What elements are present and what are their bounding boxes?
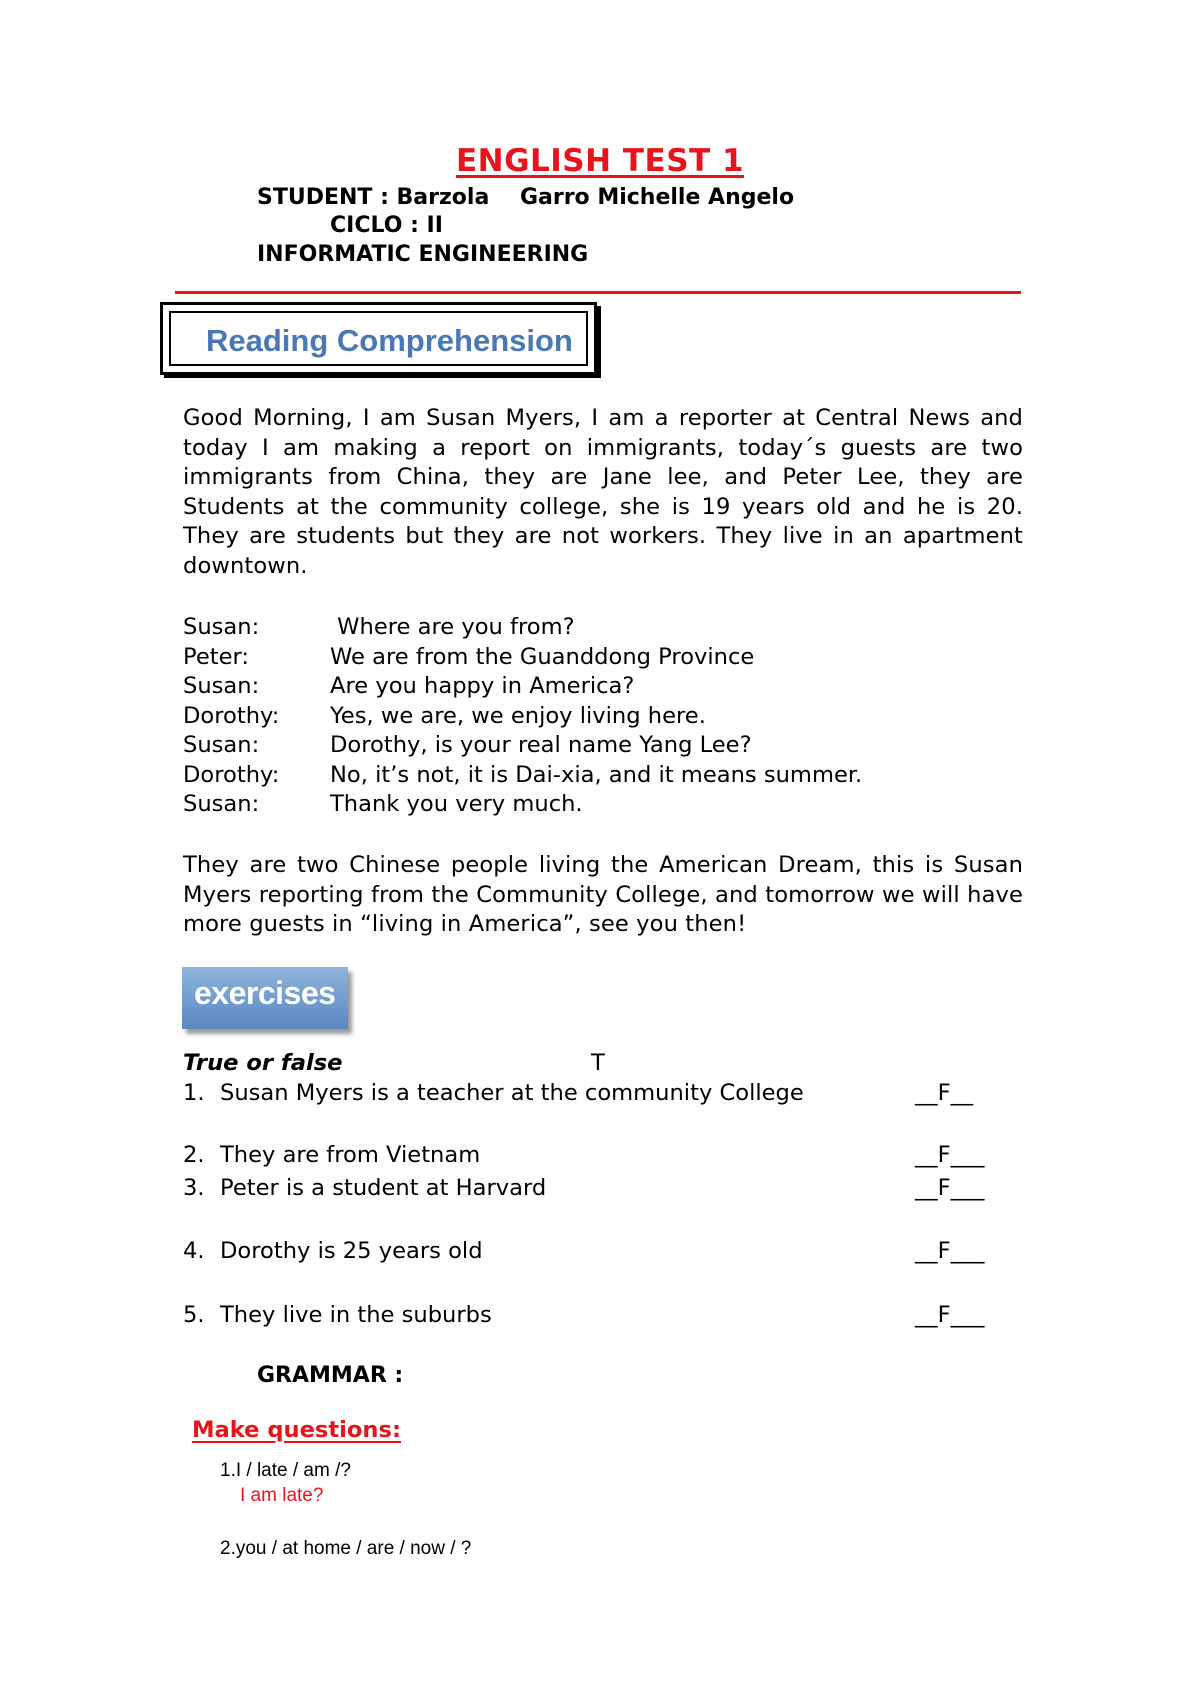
student-line: STUDENT : Barzola Garro Michelle Angelo (257, 185, 795, 210)
reading-closing: They are two Chinese people living the American Dream, this is Susan Myers reporting from the Community College, and tomorrow we will have more guests in “living in America”, see you then! (183, 852, 1023, 937)
dialogue-speaker: Susan: (183, 732, 260, 758)
dialogue-line: Thank you very much. (330, 791, 583, 817)
dialogue-line: We are from the Guanddong Province (330, 644, 755, 670)
tf-item-number: 4. (183, 1238, 205, 1264)
heading-box-shadow-right (597, 306, 601, 378)
dialogue-speaker: Susan: (183, 614, 260, 640)
dialogue-line: Where are you from? (330, 614, 575, 640)
header-divider (175, 291, 1021, 294)
true-column-marker: T (591, 1050, 605, 1076)
tf-item-text: Susan Myers is a teacher at the community College (220, 1080, 804, 1106)
tf-item-answer: __F___ (915, 1142, 985, 1168)
dialogue-line: No, it’s not, it is Dai-xia, and it means summer. (330, 762, 863, 788)
tf-item-number: 5. (183, 1302, 205, 1328)
dialogue-line: Are you happy in America? (330, 673, 635, 699)
tf-item-answer: __F___ (915, 1175, 985, 1201)
reading-heading-box (160, 302, 597, 375)
dialogue-line: Dorothy, is your real name Yang Lee? (330, 732, 752, 758)
tf-item-number: 1. (183, 1080, 205, 1106)
tf-item-number: 2. (183, 1142, 205, 1168)
dialogue-speaker: Peter: (183, 644, 249, 670)
reading-heading-inner (169, 311, 588, 366)
tf-item-number: 3. (183, 1175, 205, 1201)
make-questions-heading: Make questions: (192, 1417, 402, 1443)
dialogue-speaker: Susan: (183, 791, 260, 817)
question-1: 1.I / late / am /? (220, 1460, 351, 1481)
dialogue-speaker: Susan: (183, 673, 260, 699)
true-false-title: True or false (183, 1050, 343, 1076)
tf-item-answer: __F___ (915, 1238, 985, 1264)
exercises-badge (182, 967, 348, 1029)
tf-item-answer: __F__ (915, 1080, 974, 1106)
reading-heading: Reading Comprehension (206, 323, 573, 358)
tf-item-answer: __F___ (915, 1302, 985, 1328)
tf-item-text: They are from Vietnam (220, 1142, 481, 1168)
question-1-answer: I am late? (240, 1485, 324, 1506)
tf-item-text: Peter is a student at Harvard (220, 1175, 547, 1201)
career-line: INFORMATIC ENGINEERING (257, 242, 589, 267)
ciclo-line: CICLO : II (330, 213, 443, 238)
dialogue-speaker: Dorothy: (183, 762, 280, 788)
reading-intro: Good Morning, I am Susan Myers, I am a reporter at Central News and today I am making a report on immigrants, today´s guests are two immigrants from China, they are Jane lee, and Peter Lee, they are Students at the community college, she is 19 years old and he is 20. They are students but they are not workers. They live in an apartment downtown. (183, 405, 1023, 579)
question-2: 2.you / at home / are / now / ? (220, 1538, 472, 1559)
exercises-badge-label: exercises (194, 975, 336, 1011)
tf-item-text: Dorothy is 25 years old (220, 1238, 483, 1264)
tf-item-text: They live in the suburbs (220, 1302, 492, 1328)
test-title: ENGLISH TEST 1 (455, 143, 745, 179)
dialogue-speaker: Dorothy: (183, 703, 280, 729)
grammar-heading: GRAMMAR : (257, 1363, 404, 1388)
dialogue-line: Yes, we are, we enjoy living here. (330, 703, 706, 729)
